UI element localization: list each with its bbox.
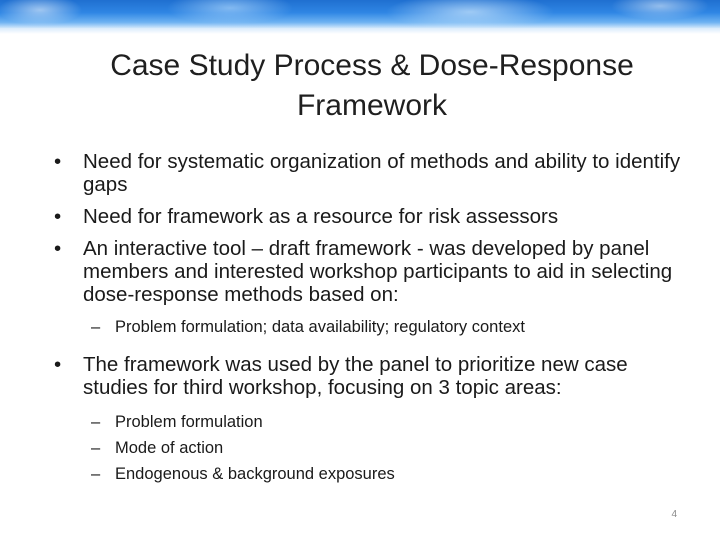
- slide-title-line-2: Framework: [296, 89, 447, 122]
- bullet-marker: •: [54, 205, 62, 228]
- sub-bullet-text: Problem formulation; data availability; regulatory context: [115, 318, 525, 336]
- page-number: 4: [671, 509, 677, 520]
- bullet-marker: •: [54, 237, 62, 260]
- sub-bullet-marker: –: [91, 413, 101, 431]
- sub-bullet-marker: –: [91, 318, 101, 336]
- bullet-text: The framework was used by the panel to prioritize new case studies for third workshop, focusing on 3 topic areas:: [83, 353, 628, 399]
- sub-bullet-item: [54, 412, 694, 432]
- slide-title-line-1: Case Study Process & Dose-Response: [110, 49, 634, 82]
- sub-bullet-item: [54, 464, 694, 484]
- slide-body: [54, 150, 694, 490]
- sub-bullet-marker: –: [91, 439, 101, 457]
- sub-bullet-text: Endogenous & background exposures: [115, 465, 395, 483]
- bullet-item-1: [54, 150, 694, 196]
- sub-bullet-item: [54, 317, 694, 337]
- sub-bullet-text: Mode of action: [115, 439, 224, 457]
- bullet-text: Need for framework as a resource for risk assessors: [83, 205, 559, 228]
- bullet-text: Need for systematic organization of methods and ability to identify gaps: [83, 150, 681, 196]
- sub-bullet-text: Problem formulation: [115, 413, 263, 431]
- header-banner: [0, 0, 720, 28]
- slide-title: [60, 46, 684, 126]
- bullet-marker: •: [54, 353, 62, 376]
- sub-bullet-marker: –: [91, 465, 101, 483]
- bullet-item-3: [54, 237, 694, 306]
- bullet-text: An interactive tool – draft framework - was developed by panel members and interested workshop participants to aid in selecting dose-response methods based on:: [83, 237, 673, 306]
- sub-bullet-item: [54, 438, 694, 458]
- bullet-marker: •: [54, 150, 62, 173]
- bullet-item-4: [54, 353, 694, 399]
- bullet-item-2: [54, 205, 694, 228]
